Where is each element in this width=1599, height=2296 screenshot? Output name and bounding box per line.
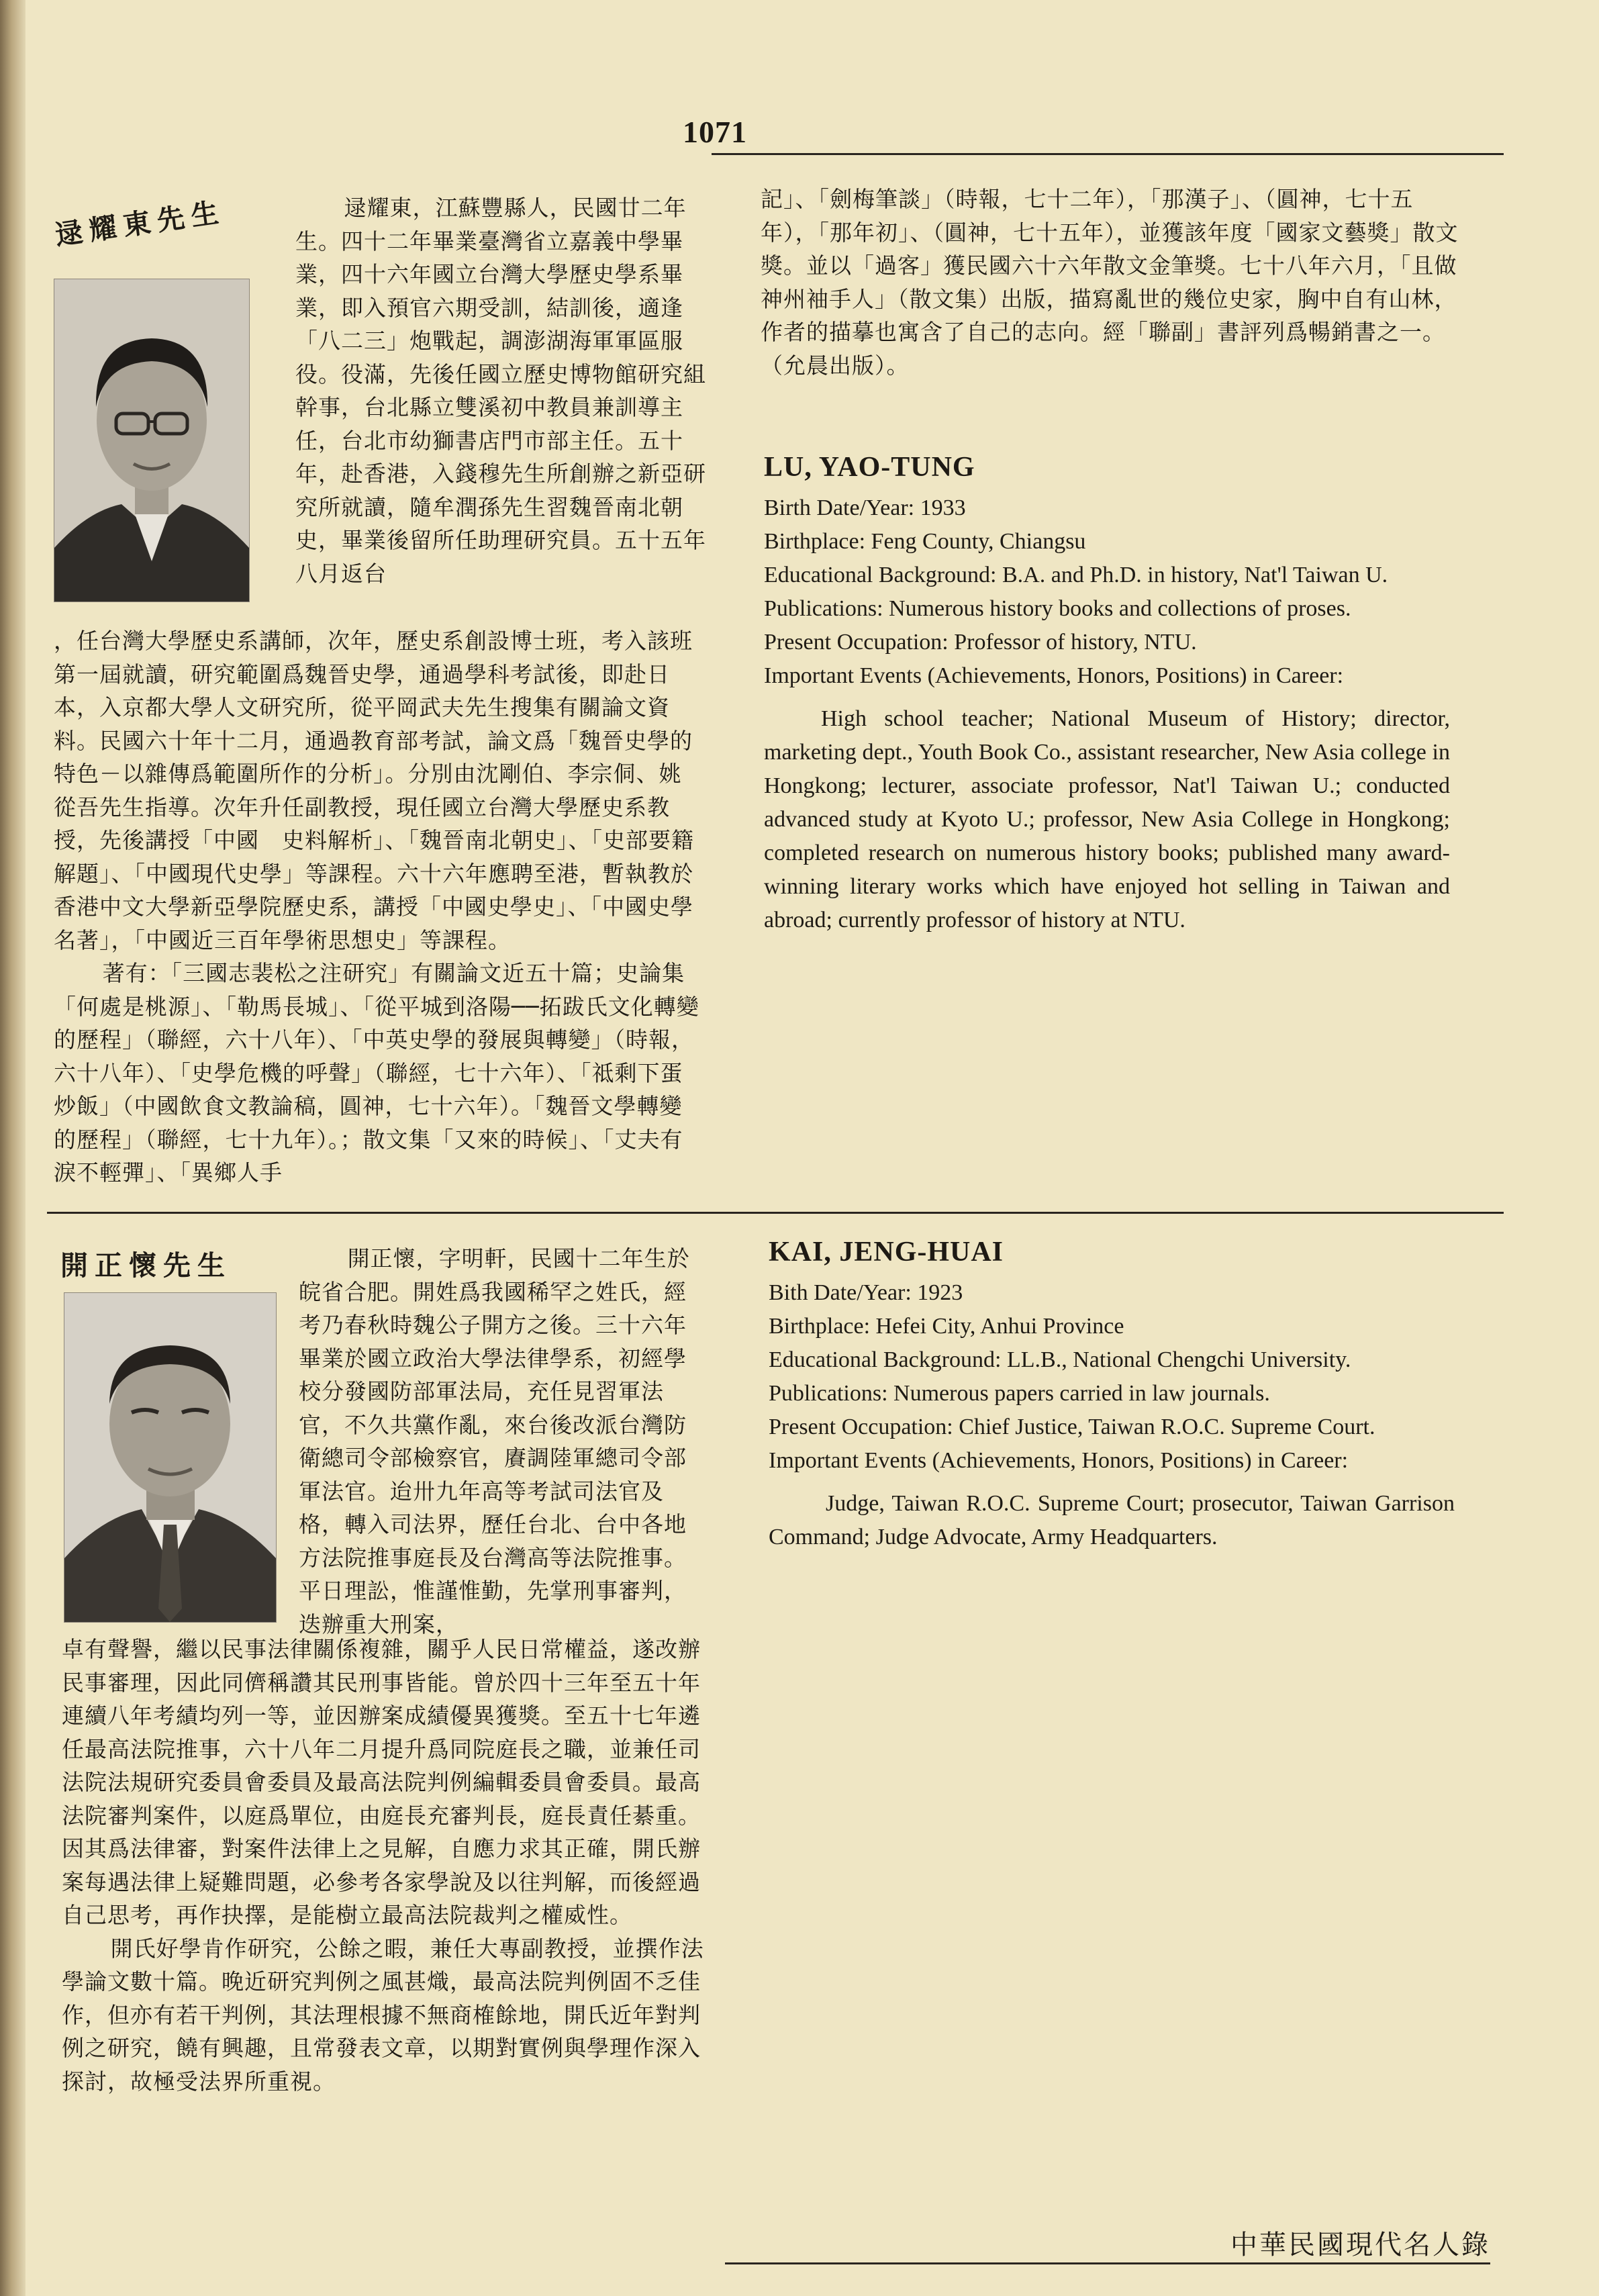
- publications-field-lu: Publications: Numerous history books and collections of proses.: [764, 596, 1351, 621]
- works-paragraph-lu: 著有：「三國志裴松之注研究」有關論文近五十篇；史論集「何處是桃源」、「勒馬長城」、「從平城到洛陽──拓跋氏文化轉變的歷程」（聯經，六十八年）、「中英史學的發展與轉變」（時報，六十八年）、「史學危機的呼聲」（聯經，七十六年）、「祗剩下蛋炒飯」（中國飲食文教論稿，圓神，七十六年）。「魏晉文學轉變的歷程」（聯經，七十九年）。；散文集「又來的時候」、「丈夫有淚不輕彈」、「異鄉人手: [54, 960, 699, 1186]
- page-number: 1071: [683, 115, 747, 149]
- events-text-lu: High school teacher; National Museum of History; director, marketing dept., Youth Book Co., assistant researcher, New Asia college in Hongkong; lecturer, associate professor, Nat'l Taiwan U.; conducted advanced study at Kyoto U.; professor, New Asia College in Hongkong; completed research on numerous history books; published many award-winning literary works which have enjoyed hot selling in Taiwan and abroad; currently professor of history at NTU.: [764, 706, 1450, 932]
- bio-paragraph-kai-part1: 開正懷，字明軒，民國十二年生於皖省合肥。開姓爲我國稀罕之姓氏，經考乃春秋時魏公子開方之後。三十六年畢業於國立政治大學法律學系，初經學校分發國防部軍法局，充任見習軍法官，不久共黨作亂，來台後改派台灣防衛總司令部檢察官，賡調陸軍總司令部軍法官。迨卅九年高等考試司法官及格，轉入司法界，歷任台北、台中各地方法院推事庭長及台灣高等法院推事。平日理訟，惟謹惟勤，先掌刑事審判，迭辦重大刑案，: [299, 1245, 690, 1637]
- portrait-photo-lu: [54, 279, 250, 602]
- events-label-kai: Important Events (Achievements, Honors, Positions) in Career:: [769, 1448, 1349, 1473]
- portrait-photo-kai: [64, 1292, 277, 1623]
- footer-rule: [725, 2262, 1490, 2264]
- education-field-lu: Educational Background: B.A. and Ph.D. in history, Nat'l Taiwan U.: [764, 563, 1388, 587]
- birthplace-field-kai: Birthplace: Hefei City, Anhui Province: [769, 1314, 1124, 1339]
- events-label-lu: Important Events (Achievements, Honors, Positions) in Career:: [764, 663, 1344, 688]
- occupation-field-kai: Present Occupation: Chief Justice, Taiwan R.O.C. Supreme Court.: [769, 1415, 1375, 1439]
- bio-paragraph-lu-part2: ，任台灣大學歷史系講師，次年，歷史系創設博士班，考入該班第一屆就讀，研究範圍爲魏晉史學，通過學科考試後，即赴日本，入京都大學人文研究所，從平岡武夫先生搜集有關論文資料。民國六十年十二月，通過教育部考試，論文爲「魏晉史學的特色－以雜傳爲範圍所作的分析」。分別由沈剛伯、李宗侗、姚從吾先生指導。次年升任副教授，現任國立台灣大學歷史系教授，先後講授「中國 史料解析」、「魏晉南北朝史」、「史部要籍解題」、「中國現代史學」等課程。六十六年應聘至港，暫執教於香港中文大學新亞學院歷史系，講授「中國史學史」、「中國史學名著」，「中國近三百年學術思想史」等課程。: [54, 628, 694, 953]
- education-field-kai: Educational Background: LL.B., National Chengchi University.: [769, 1347, 1351, 1372]
- english-name-lu: LU, YAO-TUNG: [764, 452, 975, 483]
- publications-field-kai: Publications: Numerous papers carried in law journals.: [769, 1381, 1270, 1406]
- book-title-footer: 中華民國現代名人錄: [1230, 2230, 1490, 2260]
- birth-field-kai: Bith Date/Year: 1923: [769, 1280, 963, 1305]
- header-rule: [712, 153, 1504, 155]
- chinese-name-lu: 逯耀東先生: [53, 195, 228, 252]
- chinese-name-kai: 開正懷先生: [60, 1249, 232, 1282]
- english-entry-lu: [764, 448, 1450, 937]
- entry-divider-rule: [47, 1212, 1504, 1214]
- portrait-kai-image: [64, 1293, 276, 1622]
- bio-text-kai-full: [62, 1633, 706, 2098]
- events-text-kai: Judge, Taiwan R.O.C. Supreme Court; prosecutor, Taiwan Garrison Command; Judge Advocate, Army Headquarters.: [769, 1491, 1455, 1549]
- birthplace-field-lu: Birthplace: Feng County, Chiangsu: [764, 529, 1086, 554]
- works-continuation-text-lu: 記」、「劍梅筆談」（時報，七十二年），「那漢子」、（圓神，七十五年），「那年初」、（圓神，七十五年），並獲該年度「國家文藝獎」散文獎。並以「過客」獲民國六十六年散文金筆獎。七十八年六月，「且做神州袖手人」（散文集）出版，描寫亂世的幾位史家，胸中自有山林，作者的描摹也寓含了自己的志向。經「聯副」書評列爲暢銷書之一。（允晨出版）。: [761, 186, 1459, 379]
- works-paragraph-kai: 開氏好學肯作研究，公餘之暇，兼任大專副教授，並撰作法學論文數十篇。晚近研究判例之風甚熾，最高法院判例固不乏佳作，但亦有若干判例，其法理根據不無商榷餘地，開氏近年對判例之研究，饒有興趣，且常發表文章，以期對實例與學理作深入探討，故極受法界所重視。: [62, 1935, 704, 2095]
- bio-text-lu-wrapped: [295, 191, 712, 590]
- bio-text-lu-full: [54, 624, 701, 1190]
- bio-text-kai-wrapped: [299, 1242, 708, 1641]
- portrait-lu-image: [54, 279, 249, 602]
- occupation-field-lu: Present Occupation: Professor of history, NTU.: [764, 630, 1197, 655]
- bio-paragraph-lu-part1: 逯耀東，江蘇豐縣人，民國廿二年生。四十二年畢業臺灣省立嘉義中學畢業，四十六年國立台灣大學歷史學系畢業，即入預官六期受訓，結訓後，適逢「八二三」炮戰起，調澎湖海軍軍區服役。役滿，先後任國立歷史博物館研究組幹事，台北縣立雙溪初中教員兼訓導主任，台北市幼獅書店門市部主任。五十年，赴香港，入錢穆先生所創辦之新亞研究所就讀，隨牟潤孫先生習魏晉南北朝史，畢業後留所任助理研究員。五十五年八月返台: [295, 195, 706, 587]
- works-continuation-lu: [761, 183, 1459, 382]
- english-entry-kai: [769, 1233, 1455, 1554]
- english-name-kai: KAI, JENG-HUAI: [769, 1237, 1004, 1267]
- page-binding-shadow: [0, 0, 26, 2296]
- bio-paragraph-kai-part2: 卓有聲譽，繼以民事法律關係複雜，關乎人民日常權益，遂改辦民事審理，因此同儕稱讚其民刑事皆能。曾於四十三年至五十年連續八年考績均列一等，並因辦案成績優異獲獎。至五十七年遴任最高法院推事，六十八年二月提升爲同院庭長之職，並兼任司法院法規研究委員會委員及最高法院判例編輯委員會委員。最高法院審判案件，以庭爲單位，由庭長充審判長，庭長責任綦重。因其爲法律審，對案件法律上之見解，自應力求其正確，開氏辦案每遇法律上疑難問題，必參考各家學說及以往判解，而後經過自己思考，再作抉擇，是能樹立最高法院裁判之權威性。: [62, 1636, 701, 1928]
- birth-field-lu: Birth Date/Year: 1933: [764, 495, 966, 520]
